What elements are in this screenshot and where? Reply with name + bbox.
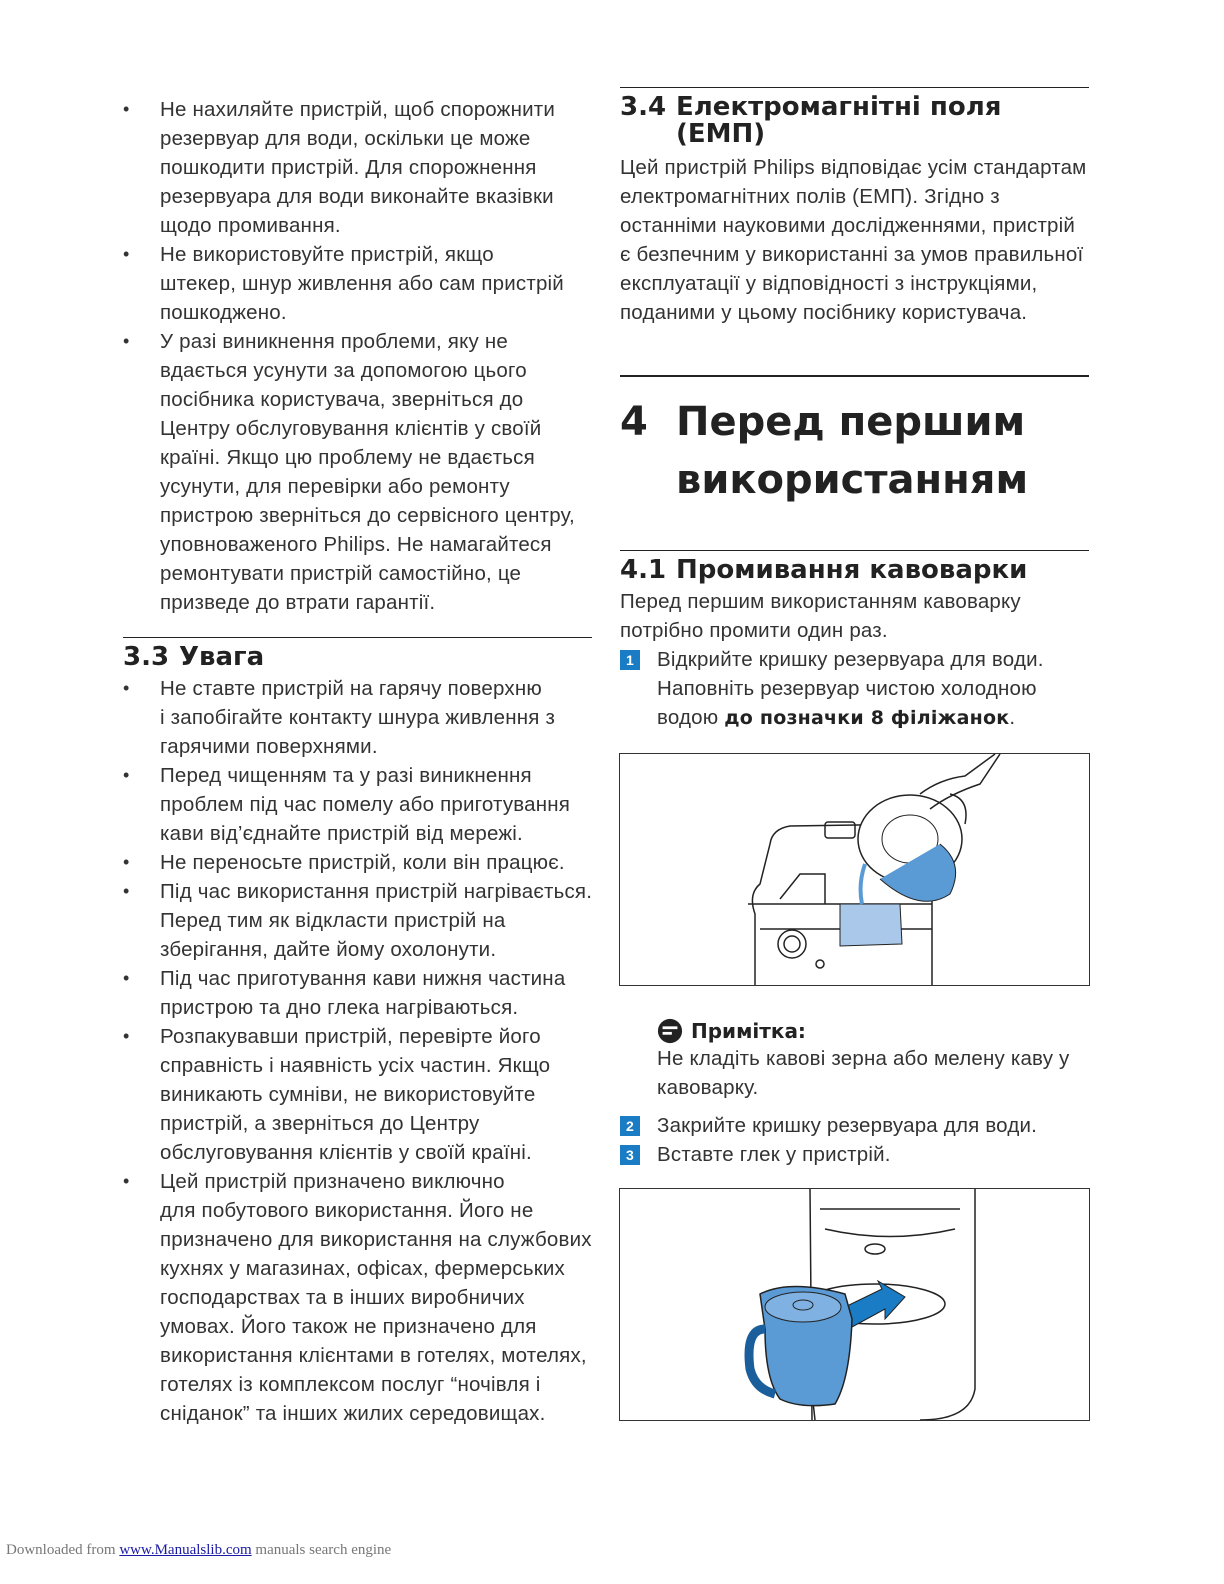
bullet-dot: • bbox=[123, 1171, 130, 1191]
bullet-dot: • bbox=[123, 1026, 130, 1046]
bullet-text-line: резервуара для води виконайте вказівки bbox=[160, 185, 554, 208]
intro-paragraph bbox=[620, 587, 1021, 645]
section-heading-3-3 bbox=[123, 644, 264, 671]
bullet-text-line: штекер, шнур живлення або сам пристрій bbox=[160, 272, 564, 295]
bullet-text-line: пристрій, а зверніться до Центру bbox=[160, 1112, 480, 1135]
text-line: Не кладіть кавові зерна або мелену каву у bbox=[657, 1047, 1070, 1070]
text-line: Цей пристрій Philips відповідає усім стандартам bbox=[620, 156, 1087, 179]
step-text: Закрийте кришку резервуара для води. bbox=[657, 1114, 1038, 1137]
bullet-dot: • bbox=[123, 331, 130, 351]
bullet-text-line: ремонтувати пристрій самостійно, це bbox=[160, 562, 522, 585]
section-number: 4.1 bbox=[620, 555, 667, 585]
bullet-item bbox=[123, 964, 603, 1022]
bullet-dot: • bbox=[123, 244, 130, 264]
bullet-dot: • bbox=[123, 99, 130, 119]
bullet-item bbox=[123, 761, 603, 848]
section-heading-4-1 bbox=[620, 557, 1027, 584]
bullet-text-line: справність і наявність усіх частин. Якщо bbox=[160, 1054, 551, 1077]
bullet-text-line: пристрою зверніться до сервісного центру, bbox=[160, 504, 575, 527]
note-block bbox=[657, 1018, 1070, 1102]
bullet-text-line: пристрою та дно глека нагріваються. bbox=[160, 996, 519, 1019]
text-line: останніми науковими дослідженнями, пристрій bbox=[620, 214, 1076, 237]
bullet-text-line: проблем під час помелу або приготування bbox=[160, 793, 571, 816]
bullet-dot: • bbox=[123, 765, 130, 785]
bullet-text-line: кави від’єднайте пристрій від мережі. bbox=[160, 822, 523, 845]
step-text-line: Відкрийте кришку резервуара для води. bbox=[657, 648, 1044, 671]
bullet-text-line: для побутового використання. Його не bbox=[160, 1199, 534, 1222]
text-line: потрібно промити один раз. bbox=[620, 619, 888, 642]
bullet-text-line: щодо промивання. bbox=[160, 214, 341, 237]
step-text: водою bbox=[657, 706, 725, 729]
section-divider bbox=[620, 550, 1089, 551]
bullet-text-line: Не нахиляйте пристрій, щоб спорожнити bbox=[160, 98, 556, 121]
chapter-number: 4 bbox=[620, 399, 648, 445]
text-line: Перед першим використанням кавоварку bbox=[620, 590, 1021, 613]
bullet-item bbox=[123, 327, 603, 617]
bullet-item bbox=[123, 95, 603, 240]
bullet-text-line: Під час приготування кави нижня частина bbox=[160, 967, 566, 990]
bullet-text-line: гарячими поверхнями. bbox=[160, 735, 378, 758]
bullet-text-line: готелях із комплексом послуг “ночівля і bbox=[160, 1373, 541, 1396]
manualslib-link[interactable]: www.Manualslib.com bbox=[119, 1542, 252, 1558]
step-text: Вставте глек у пристрій. bbox=[657, 1143, 891, 1166]
download-footer bbox=[6, 1542, 391, 1559]
coffee-maker-jug-illustration bbox=[620, 1189, 1089, 1420]
bullet-dot: • bbox=[123, 852, 130, 872]
note-title bbox=[657, 1018, 1070, 1044]
bullet-text-line: Перед тим як відкласти пристрій на bbox=[160, 909, 506, 932]
bullet-item bbox=[123, 1022, 603, 1167]
footer-text: Downloaded from bbox=[6, 1542, 120, 1558]
chapter-title-line: Перед першим bbox=[676, 399, 1026, 445]
bullet-item bbox=[123, 240, 603, 327]
text-line: кавоварку. bbox=[657, 1076, 759, 1099]
bullet-text-line: обслуговування клієнтів у своїй країні. bbox=[160, 1141, 532, 1164]
section-title-line: (ЕМП) bbox=[676, 119, 766, 149]
section-number: 3.3 bbox=[123, 642, 170, 672]
bullet-text-line: призначено для використання на службових bbox=[160, 1228, 592, 1251]
text-line: поданими у цьому посібнику користувача. bbox=[620, 301, 1028, 324]
bullet-text-line: і запобігайте контакту шнура живлення з bbox=[160, 706, 556, 729]
step-number-badge: 3 bbox=[620, 1145, 640, 1165]
note-icon bbox=[657, 1018, 683, 1044]
bullet-text-line: господарствах та в інших виробничих bbox=[160, 1286, 525, 1309]
bullet-text-line: виникають сумніви, не використовуйте bbox=[160, 1083, 536, 1106]
step-emphasis: до позначки 8 філіжанок bbox=[724, 707, 1010, 729]
bullet-text-line: Перед чищенням та у разі виникнення bbox=[160, 764, 532, 787]
bullet-text-line: Центру обслуговування клієнтів у своїй bbox=[160, 417, 542, 440]
bullet-text-line: зберігання, дайте йому охолонути. bbox=[160, 938, 497, 961]
bullet-text-line: пошкоджено. bbox=[160, 301, 287, 324]
bullet-text-line: використання клієнтами в готелях, мотелях, bbox=[160, 1344, 587, 1367]
text-line: є безпечним у використанні за умов правильної bbox=[620, 243, 1084, 266]
section-divider bbox=[123, 637, 592, 638]
bullet-text-line: посібника користувача, зверніться до bbox=[160, 388, 524, 411]
bullet-text-line: Не використовуйте пристрій, якщо bbox=[160, 243, 494, 266]
coffee-maker-fill-illustration bbox=[620, 754, 1089, 985]
section-number: 3.4 bbox=[620, 92, 667, 122]
bullet-text-line: сніданок” та інших жилих середовищах. bbox=[160, 1402, 546, 1425]
bullet-text-line: вдається усунути за допомогою цього bbox=[160, 359, 527, 382]
bullet-text-line: Цей пристрій призначено виключно bbox=[160, 1170, 505, 1193]
step-2 bbox=[620, 1111, 1037, 1140]
bullet-text-line: усунути, для перевірки або ремонту bbox=[160, 475, 510, 498]
bullet-dot: • bbox=[123, 881, 130, 901]
section-title-line: Електромагнітні поля bbox=[676, 92, 1002, 122]
bullet-text-line: уповноваженого Philips. Не намагайтеся bbox=[160, 533, 552, 556]
bullet-text-line: країні. Якщо цю проблему не вдається bbox=[160, 446, 535, 469]
bullet-text-line: Розпакувавши пристрій, перевірте його bbox=[160, 1025, 541, 1048]
section-divider bbox=[620, 87, 1089, 88]
bullet-text-line: У разі виникнення проблеми, яку не bbox=[160, 330, 508, 353]
step-number-badge: 1 bbox=[620, 650, 640, 670]
step-text-line: Наповніть резервуар чистою холодною bbox=[657, 677, 1037, 700]
step-number-badge: 2 bbox=[620, 1116, 640, 1136]
chapter-heading-4 bbox=[620, 393, 1028, 509]
bullet-text-line: пошкодити пристрій. Для спорожнення bbox=[160, 156, 537, 179]
bullet-text-line: Під час використання пристрій нагрівається. bbox=[160, 880, 593, 903]
section-title: Увага bbox=[179, 642, 265, 672]
caution-bullet-list bbox=[123, 674, 603, 1428]
warning-bullet-list bbox=[123, 95, 603, 617]
bullet-item bbox=[123, 1167, 603, 1428]
bullet-text-line: умовах. Його також не призначено для bbox=[160, 1315, 537, 1338]
note-text bbox=[657, 1044, 1070, 1102]
note-title-text: Примітка: bbox=[691, 1019, 806, 1043]
bullet-text-line: Не переносьте пристрій, коли він працює. bbox=[160, 851, 565, 874]
bullet-dot: • bbox=[123, 968, 130, 988]
text-line: експлуатації у відповідності з інструкціями, bbox=[620, 272, 1038, 295]
step-text: . bbox=[1009, 706, 1016, 729]
chapter-title-line: використанням bbox=[676, 457, 1029, 503]
bullet-text-line: призведе до втрати гарантії. bbox=[160, 591, 436, 614]
section-heading-3-4 bbox=[620, 94, 1001, 148]
step-text-line bbox=[657, 703, 1044, 733]
bullet-item bbox=[123, 674, 603, 761]
illustration-fill-water-tank bbox=[619, 753, 1090, 986]
section-title: Промивання кавоварки bbox=[676, 555, 1028, 585]
bullet-item bbox=[123, 848, 603, 877]
illustration-insert-jug bbox=[619, 1188, 1090, 1421]
bullet-text-line: резервуар для води, оскільки це може bbox=[160, 127, 531, 150]
step-1 bbox=[620, 645, 1044, 733]
step-3 bbox=[620, 1140, 891, 1169]
bullet-item bbox=[123, 877, 603, 964]
footer-text: manuals search engine bbox=[251, 1542, 392, 1558]
emf-paragraph bbox=[620, 153, 1086, 327]
bullet-dot: • bbox=[123, 678, 130, 698]
bullet-text-line: кухнях у магазинах, офісах, фермерських bbox=[160, 1257, 565, 1280]
chapter-divider bbox=[620, 375, 1089, 377]
text-line: електромагнітних полів (ЕМП). Згідно з bbox=[620, 185, 1000, 208]
bullet-text-line: Не ставте пристрій на гарячу поверхню bbox=[160, 677, 542, 700]
